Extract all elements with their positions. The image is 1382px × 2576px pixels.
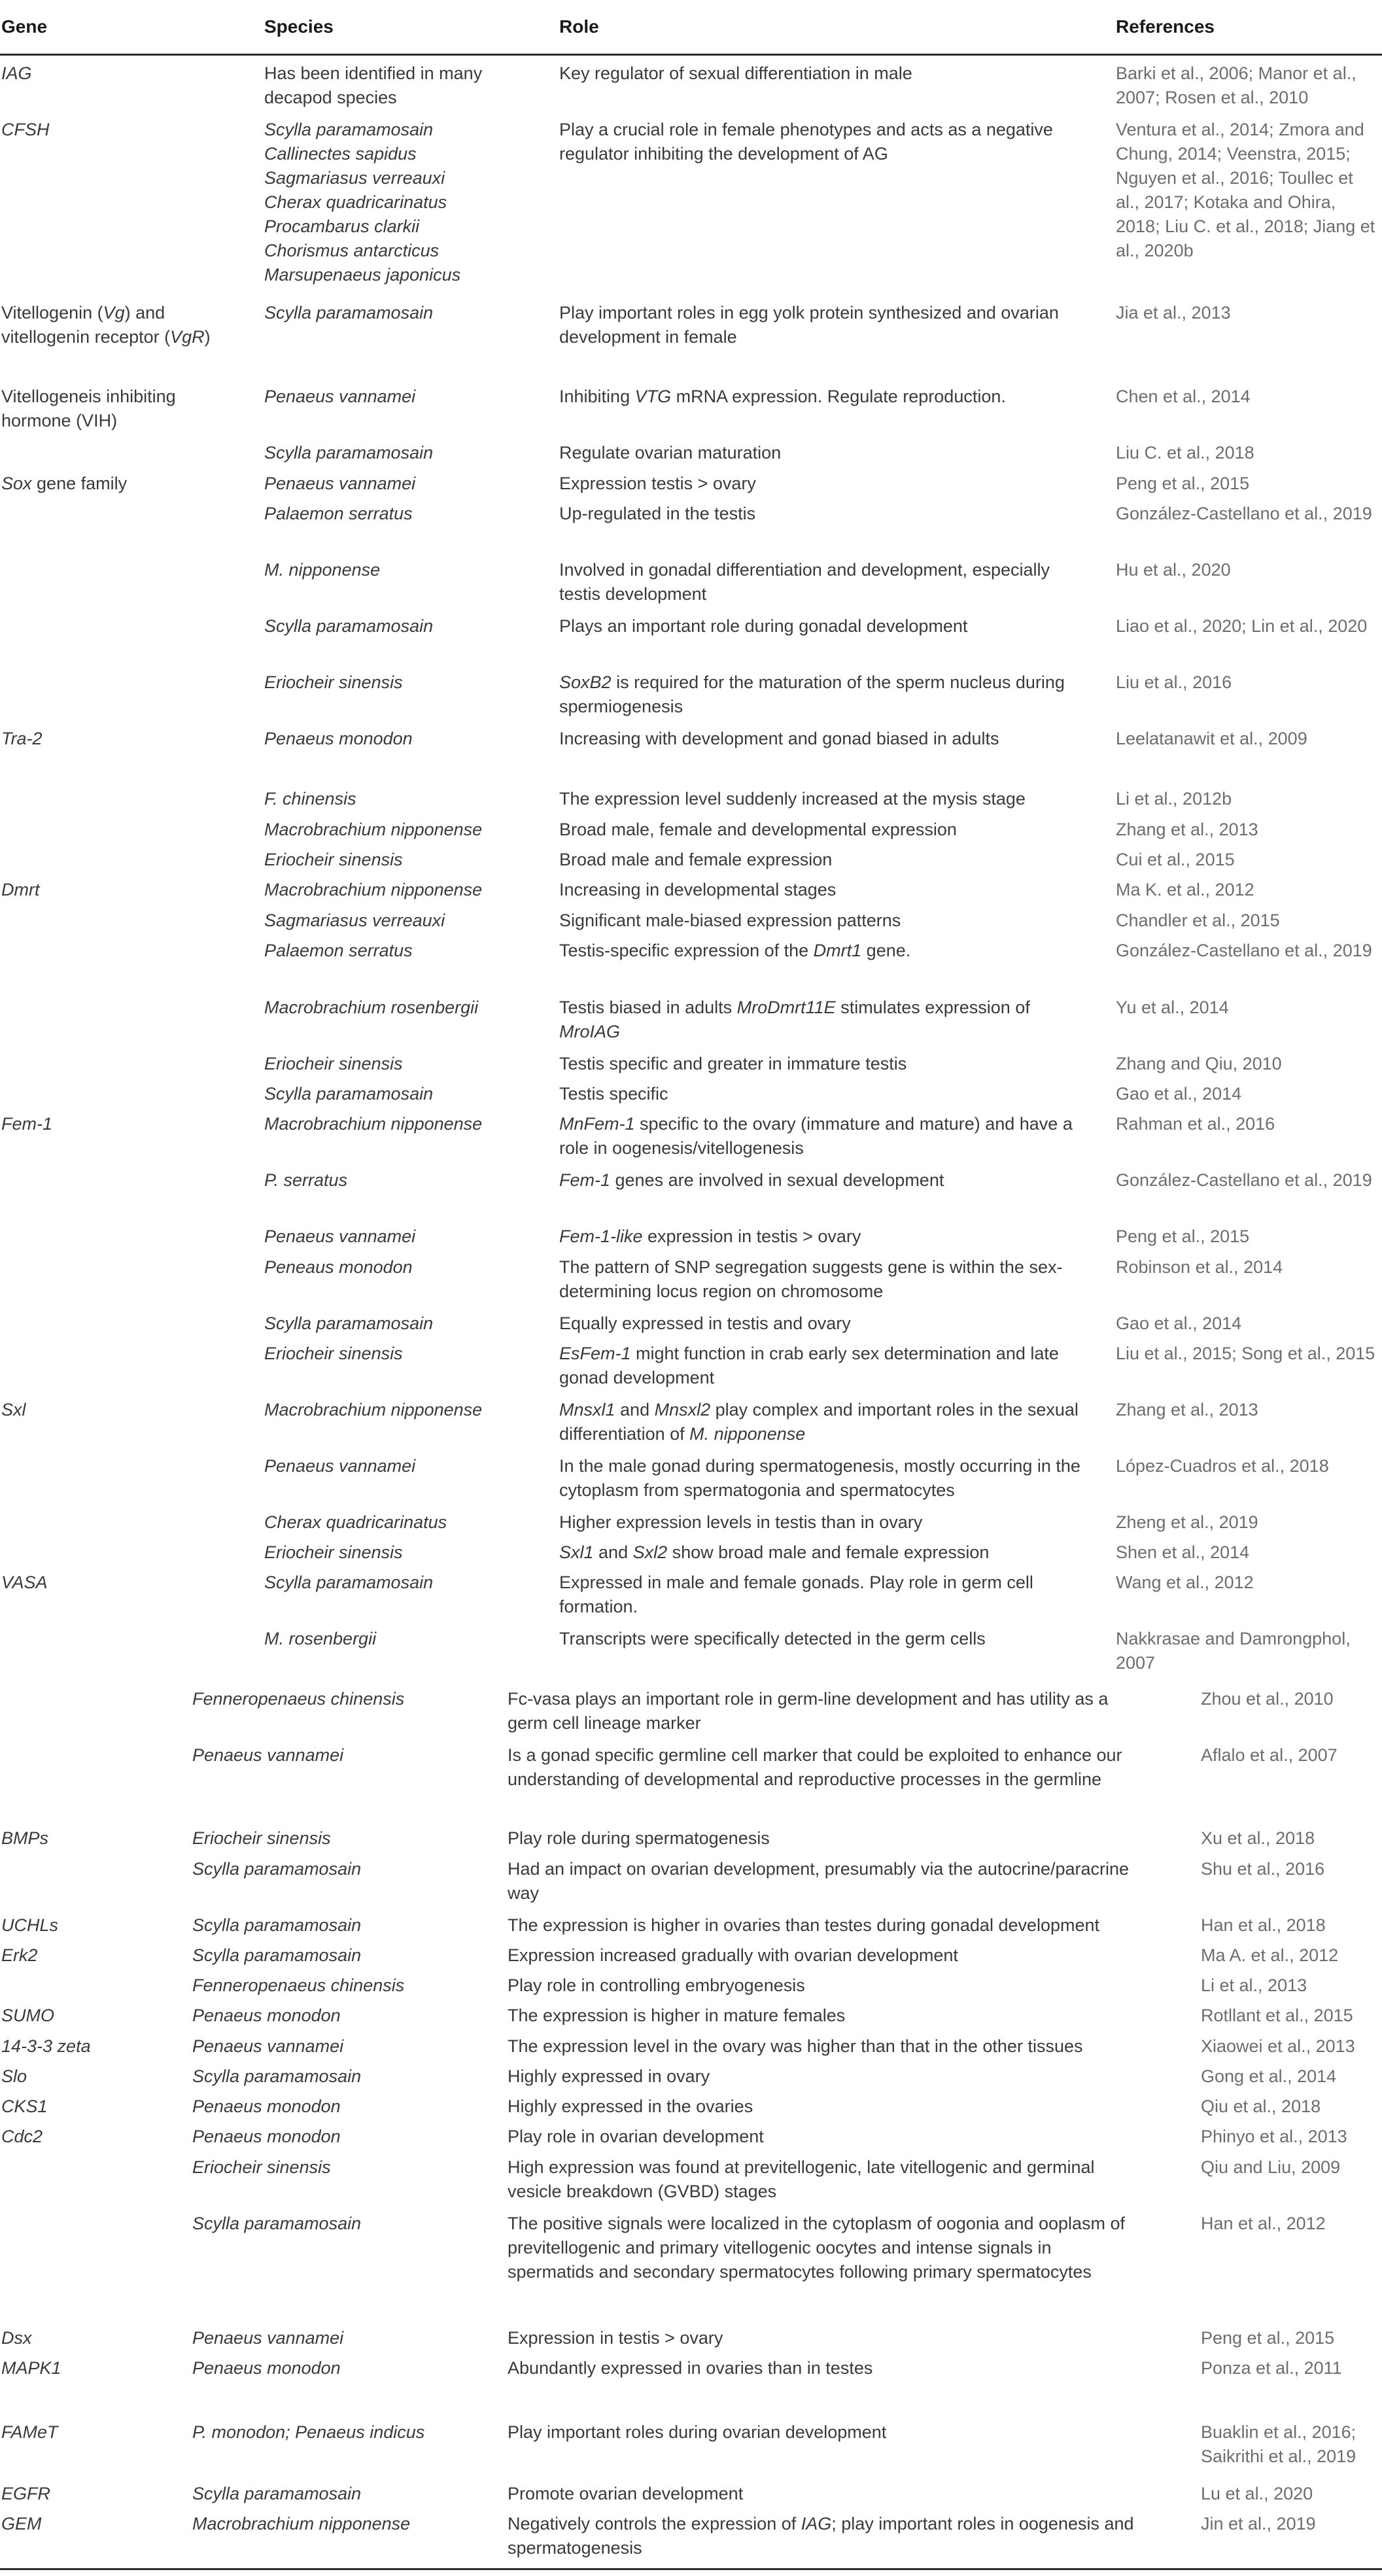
references-cell: Liu et al., 2016 — [1116, 672, 1232, 692]
species-cell: Macrobrachium rosenbergii — [264, 998, 479, 1017]
gene-cell: SUMO — [1, 2006, 54, 2025]
references-cell: Ma K. et al., 2012 — [1116, 880, 1254, 899]
role-cell: Play role during spermatogenesis — [508, 1828, 770, 1848]
species-cell: Scylla paramamosain — [264, 1084, 434, 1104]
role-cell: Broad male and female expression — [559, 850, 833, 869]
references-cell: Peng et al., 2015 — [1116, 1227, 1250, 1246]
references-cell: Cui et al., 2015 — [1116, 850, 1235, 869]
species-cell: Scylla paramamosain — [192, 1859, 362, 1879]
species-cell: Sagmariasus verreauxi — [264, 911, 445, 930]
header-species: Species — [264, 16, 334, 37]
role-cell: The expression is higher in mature females — [508, 2006, 846, 2025]
role-cell: Increasing in developmental stages — [559, 880, 837, 899]
table-header — [0, 0, 1382, 56]
references-cell: Leelatanawit et al., 2009 — [1116, 729, 1307, 748]
references-cell: Lu et al., 2020 — [1201, 2484, 1313, 2503]
species-cell: Has been identified in many decapod species — [264, 63, 483, 107]
references-cell: Liao et al., 2020; Lin et al., 2020 — [1116, 616, 1368, 636]
gene-cell: MAPK1 — [1, 2358, 61, 2378]
references-cell: Qiu et al., 2018 — [1201, 2097, 1321, 2116]
species-cell: Scylla paramamosain — [264, 1573, 434, 1592]
species-cell: Scylla paramamosain — [264, 1314, 434, 1333]
species-cell: F. chinensis — [264, 789, 356, 809]
species-cell: Macrobrachium nipponense — [264, 880, 483, 899]
references-cell: Robinson et al., 2014 — [1116, 1257, 1283, 1277]
species-cell: M. rosenbergii — [264, 1629, 377, 1648]
gene-cell: CKS1 — [1, 2097, 48, 2116]
header-gene: Gene — [1, 16, 48, 37]
references-cell: Ventura et al., 2014; Zmora and Chung, 2014; Veenstra, 2015; Nguyen et al., 2016; Toullec et al., 2017; Kotaka and Ohira, 2018; Liu C. et al., 2018; Jiang et al., 2020b — [1116, 120, 1375, 260]
references-cell: Shu et al., 2016 — [1201, 1859, 1325, 1879]
role-cell: MnFem-1 specific to the ovary (immature and mature) and have a role in oogenesis/vitellogenesis — [559, 1114, 1073, 1158]
gene-cell: Dmrt — [1, 880, 40, 899]
role-cell: Transcripts were specifically detected in the germ cells — [559, 1629, 986, 1648]
species-cell: Eriocheir sinensis — [264, 1542, 403, 1562]
references-cell: Gong et al., 2014 — [1201, 2066, 1337, 2086]
role-cell: Higher expression levels in testis than in ovary — [559, 1512, 923, 1532]
species-cell: Fenneropenaeus chinensis — [192, 1976, 405, 1995]
species-cell: Eriocheir sinensis — [264, 672, 403, 692]
references-cell: Wang et al., 2012 — [1116, 1573, 1254, 1592]
role-cell: Expression in testis > ovary — [508, 2328, 723, 2348]
species-cell: Eriocheir sinensis — [192, 1828, 331, 1848]
species-cell: Penaeus monodon — [192, 2097, 341, 2116]
references-cell: Ma A. et al., 2012 — [1201, 1945, 1339, 1965]
role-cell: Sxl1 and Sxl2 show broad male and female expression — [559, 1542, 990, 1562]
references-cell: Zhang et al., 2013 — [1116, 820, 1258, 839]
references-cell: Nakkrasae and Damrongphol, 2007 — [1116, 1629, 1351, 1673]
references-cell: Jia et al., 2013 — [1116, 303, 1231, 322]
species-cell: Scylla paramamosain — [192, 2066, 362, 2086]
role-cell: Highly expressed in ovary — [508, 2066, 710, 2086]
role-cell: Negatively controls the expression of IAG; play important roles in oogenesis and spermatogenesis — [508, 2514, 1134, 2558]
references-cell: Yu et al., 2014 — [1116, 998, 1229, 1017]
references-cell: Jin et al., 2019 — [1201, 2514, 1316, 2533]
species-cell: Eriocheir sinensis — [264, 850, 403, 869]
species-cell: Penaeus vannamei — [264, 387, 416, 406]
references-cell: Zhang et al., 2013 — [1116, 1400, 1258, 1419]
species-cell: Cherax quadricarinatus — [264, 1512, 447, 1532]
references-cell: Han et al., 2012 — [1201, 2214, 1326, 2233]
role-cell: Key regulator of sexual differentiation in male — [559, 63, 912, 83]
references-cell: Zhou et al., 2010 — [1201, 1689, 1334, 1709]
role-cell: Equally expressed in testis and ovary — [559, 1314, 851, 1333]
references-cell: Hu et al., 2020 — [1116, 560, 1231, 580]
species-cell: M. nipponense — [264, 560, 381, 580]
role-cell: Regulate ovarian maturation — [559, 443, 782, 462]
gene-cell: FAMeT — [1, 2422, 58, 2442]
species-cell: Palaemon serratus — [264, 504, 413, 523]
references-cell: Gao et al., 2014 — [1116, 1314, 1242, 1333]
species-cell: Penaeus monodon — [192, 2358, 341, 2378]
role-cell: Promote ovarian development — [508, 2484, 744, 2503]
references-cell: Chandler et al., 2015 — [1116, 911, 1280, 930]
gene-cell: Dsx — [1, 2328, 32, 2348]
role-cell: The expression level in the ovary was higher than that in the other tissues — [508, 2036, 1083, 2056]
references-cell: González-Castellano et al., 2019 — [1116, 941, 1372, 960]
species-cell: Scylla paramamosain — [192, 1915, 362, 1935]
role-cell: Fem-1 genes are involved in sexual development — [559, 1170, 944, 1190]
species-cell: P. monodon; Penaeus indicus — [192, 2422, 425, 2442]
role-cell: SoxB2 is required for the maturation of the sperm nucleus during spermiogenesis — [559, 672, 1065, 716]
species-cell: Scylla paramamosain — [192, 2484, 362, 2503]
species-cell: Penaeus vannamei — [264, 1227, 416, 1246]
gene-cell: Slo — [1, 2066, 27, 2086]
species-cell: Macrobrachium nipponense — [264, 1114, 483, 1134]
references-cell: Peng et al., 2015 — [1201, 2328, 1335, 2348]
role-cell: Play role in controlling embryogenesis — [508, 1976, 805, 1995]
role-cell: Fc-vasa plays an important role in germ-line development and has utility as a germ cell lineage marker — [508, 1689, 1109, 1733]
species-cell: Macrobrachium nipponense — [192, 2514, 411, 2533]
references-cell: López-Cuadros et al., 2018 — [1116, 1456, 1329, 1476]
species-cell: Palaemon serratus — [264, 941, 413, 960]
species-cell: Penaeus vannamei — [192, 1745, 344, 1765]
role-cell: Had an impact on ovarian development, presumably via the autocrine/paracrine way — [508, 1859, 1130, 1903]
references-cell: González-Castellano et al., 2019 — [1116, 504, 1372, 523]
references-cell: Peng et al., 2015 — [1116, 474, 1250, 493]
role-cell: Testis specific — [559, 1084, 668, 1104]
header-role: Role — [559, 16, 599, 37]
species-cell: Eriocheir sinensis — [264, 1344, 403, 1363]
references-cell: Ponza et al., 2011 — [1201, 2358, 1342, 2378]
gene-cell: 14-3-3 zeta — [1, 2036, 91, 2056]
role-cell: Up-regulated in the testis — [559, 504, 756, 523]
species-cell: Scylla paramamosain Callinectes sapidus Sagmariasus verreauxi Cherax quadricarinatus Procambarus clarkii Chorismus antarcticus Marsupenaeus japonicus — [264, 120, 461, 285]
gene-cell: Vitellogenin (Vg) and vitellogenin receptor (VgR) — [1, 303, 211, 347]
species-cell: Scylla paramamosain — [192, 2214, 362, 2233]
role-cell: Testis biased in adults MroDmrt11E stimulates expression of MroIAG — [559, 998, 1030, 1041]
species-cell: Penaeus vannamei — [264, 474, 416, 493]
species-cell: P. serratus — [264, 1170, 348, 1190]
role-cell: In the male gonad during spermatogenesis, mostly occurring in the cytoplasm from spermatogonia and spermatocytes — [559, 1456, 1080, 1500]
role-cell: Mnsxl1 and Mnsxl2 play complex and important roles in the sexual differentiation of M. nipponense — [559, 1400, 1079, 1444]
role-cell: Highly expressed in the ovaries — [508, 2097, 753, 2116]
species-cell: Penaeus vannamei — [192, 2036, 344, 2056]
references-cell: González-Castellano et al., 2019 — [1116, 1170, 1372, 1190]
references-cell: Liu C. et al., 2018 — [1116, 443, 1254, 462]
species-cell: Fenneropenaeus chinensis — [192, 1689, 405, 1709]
references-cell: Xiaowei et al., 2013 — [1201, 2036, 1355, 2056]
gene-cell: Erk2 — [1, 1945, 38, 1965]
gene-cell: EGFR — [1, 2484, 51, 2503]
gene-cell: Vitellogeneis inhibiting hormone (VIH) — [1, 387, 176, 430]
role-cell: High expression was found at previtellogenic, late vitellogenic and germinal vesicle breakdown (GVBD) stages — [508, 2157, 1095, 2201]
gene-cell: Sxl — [1, 1400, 26, 1419]
species-cell: Penaeus vannamei — [264, 1456, 416, 1476]
species-cell: Macrobrachium nipponense — [264, 1400, 483, 1419]
role-cell: The positive signals were localized in the cytoplasm of oogonia and ooplasm of previtellogenic and primary vitellogenic oocytes and intense signals in spermatids and secondary spermatocytes following primary spermatocytes — [508, 2214, 1126, 2282]
references-cell: Gao et al., 2014 — [1116, 1084, 1242, 1104]
references-cell: Xu et al., 2018 — [1201, 1828, 1315, 1848]
species-cell: Eriocheir sinensis — [192, 2157, 331, 2177]
role-cell: The pattern of SNP segregation suggests gene is within the sex-determining locus region on chromosome — [559, 1257, 1063, 1301]
role-cell: Inhibiting VTG mRNA expression. Regulate reproduction. — [559, 387, 1006, 406]
gene-cell: Fem-1 — [1, 1114, 53, 1134]
role-cell: Expressed in male and female gonads. Play role in germ cell formation. — [559, 1573, 1033, 1616]
references-cell: Rahman et al., 2016 — [1116, 1114, 1275, 1134]
references-cell: Li et al., 2013 — [1201, 1976, 1307, 1995]
references-cell: Liu et al., 2015; Song et al., 2015 — [1116, 1344, 1375, 1363]
species-cell: Macrobrachium nipponense — [264, 820, 483, 839]
role-cell: Expression testis > ovary — [559, 474, 756, 493]
gene-cell: IAG — [1, 63, 32, 83]
gene-cell: BMPs — [1, 1828, 49, 1848]
species-cell: Penaeus monodon — [192, 2127, 341, 2146]
species-cell: Scylla paramamosain — [192, 1945, 362, 1965]
references-cell: Phinyo et al., 2013 — [1201, 2127, 1347, 2146]
role-cell: Fem-1-like expression in testis > ovary — [559, 1227, 861, 1246]
gene-cell: Sox gene family — [1, 474, 128, 493]
header-references: References — [1116, 16, 1215, 37]
role-cell: Play a crucial role in female phenotypes and acts as a negative regulator inhibiting the development of AG — [559, 120, 1053, 164]
role-cell: Abundantly expressed in ovaries than in testes — [508, 2358, 873, 2378]
role-cell: The expression level suddenly increased at the mysis stage — [559, 789, 1026, 809]
role-cell: Broad male, female and developmental expression — [559, 820, 957, 839]
gene-cell: Tra-2 — [1, 729, 43, 748]
species-cell: Scylla paramamosain — [264, 616, 434, 636]
role-cell: Play important roles during ovarian development — [508, 2422, 887, 2442]
gene-cell: Cdc2 — [1, 2127, 43, 2146]
references-cell: Aflalo et al., 2007 — [1201, 1745, 1338, 1765]
role-cell: Significant male-biased expression patterns — [559, 911, 901, 930]
references-cell: Chen et al., 2014 — [1116, 387, 1251, 406]
gene-cell: UCHLs — [1, 1915, 59, 1935]
references-cell: Barki et al., 2006; Manor et al., 2007; Rosen et al., 2010 — [1116, 63, 1356, 107]
references-cell: Qiu and Liu, 2009 — [1201, 2157, 1341, 2177]
species-cell: Penaeus monodon — [264, 729, 413, 748]
references-cell: Shen et al., 2014 — [1116, 1542, 1250, 1562]
role-cell: EsFem-1 might function in crab early sex determination and late gonad development — [559, 1344, 1059, 1387]
species-cell: Peneaus monodon — [264, 1257, 413, 1277]
role-cell: Plays an important role during gonadal development — [559, 616, 968, 636]
role-cell: Increasing with development and gonad biased in adults — [559, 729, 999, 748]
references-cell: Zheng et al., 2019 — [1116, 1512, 1258, 1532]
role-cell: Play role in ovarian development — [508, 2127, 764, 2146]
species-cell: Scylla paramamosain — [264, 303, 434, 322]
references-cell: Han et al., 2018 — [1201, 1915, 1326, 1935]
references-cell: Zhang and Qiu, 2010 — [1116, 1054, 1282, 1073]
species-cell: Penaeus monodon — [192, 2006, 341, 2025]
species-cell: Scylla paramamosain — [264, 443, 434, 462]
role-cell: Involved in gonadal differentiation and development, especially testis development — [559, 560, 1050, 604]
role-cell: Testis-specific expression of the Dmrt1 gene. — [559, 941, 911, 960]
role-cell: Testis specific and greater in immature testis — [559, 1054, 907, 1073]
gene-cell: VASA — [1, 1573, 48, 1592]
role-cell: Is a gonad specific germline cell marker that could be exploited to enhance our understanding of developmental and reproductive processes in the germline — [508, 1745, 1122, 1789]
role-cell: Expression increased gradually with ovarian development — [508, 1945, 958, 1965]
references-cell: Rotllant et al., 2015 — [1201, 2006, 1353, 2025]
references-cell: Li et al., 2012b — [1116, 789, 1232, 809]
species-cell: Eriocheir sinensis — [264, 1054, 403, 1073]
gene-cell: GEM — [1, 2514, 42, 2533]
gene-cell: CFSH — [1, 120, 50, 139]
bottom-rule — [0, 2568, 1382, 2570]
role-cell: Play important roles in egg yolk protein synthesized and ovarian development in female — [559, 303, 1059, 347]
references-cell: Buaklin et al., 2016; Saikrithi et al., 2019 — [1201, 2422, 1356, 2466]
species-cell: Penaeus vannamei — [192, 2328, 344, 2348]
role-cell: The expression is higher in ovaries than testes during gonadal development — [508, 1915, 1100, 1935]
